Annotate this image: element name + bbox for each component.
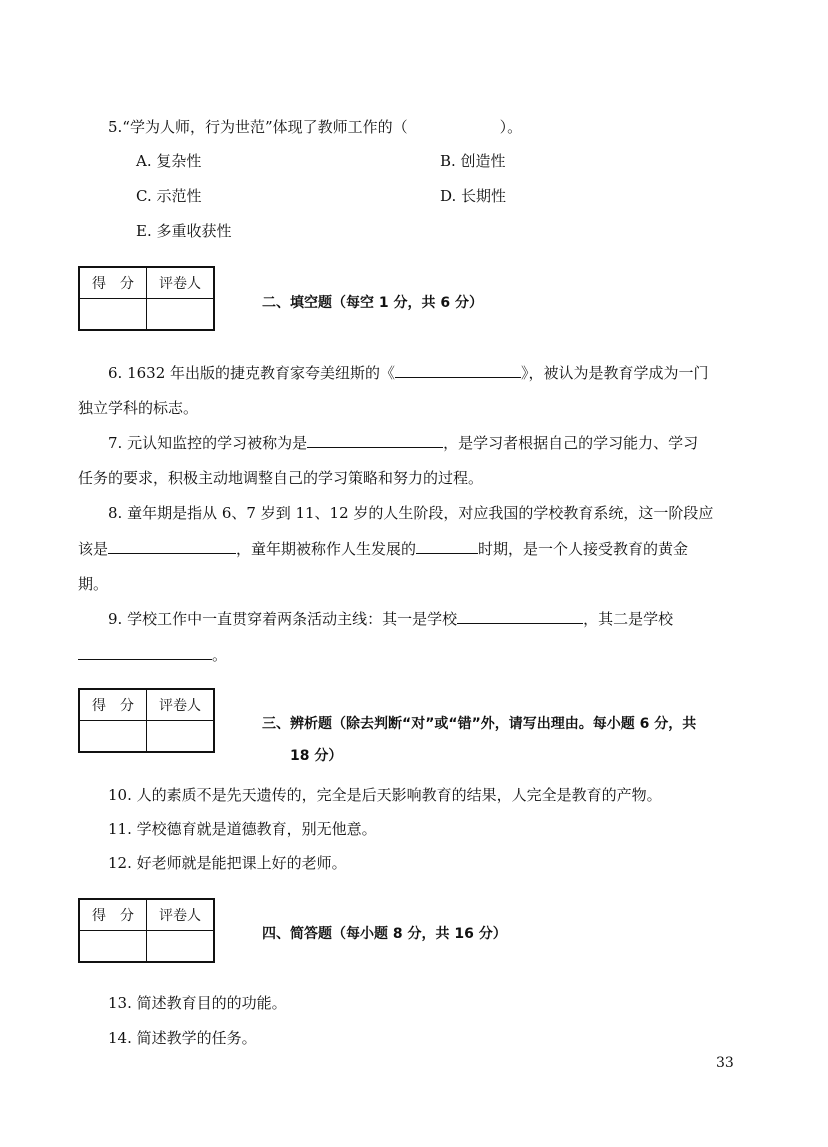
question-6-line-2: 独立学科的标志。 [78, 399, 199, 417]
question-7-text: 7. 元认知监控的学习被称为是 [108, 434, 308, 452]
question-12: 12. 好老师就是能把课上好的老师。 [108, 854, 347, 872]
question-9-line-2 [78, 644, 227, 665]
grader-cell [147, 931, 215, 963]
question-14: 14. 简述教学的任务。 [108, 1029, 257, 1047]
question-8: 8. 童年期是指从 6、7 岁到 11、12 岁的人生阶段，对应我国的学校教育系统，这一阶段应 [108, 504, 714, 522]
score-box [78, 688, 215, 753]
score-box [78, 266, 215, 331]
option-d: D. 长期性 [440, 187, 507, 205]
question-10: 10. 人的素质不是先天遗传的，完全是后天影响教育的结果，人完全是教育的产物。 [108, 786, 662, 804]
score-cell [79, 299, 147, 331]
grader-cell [147, 721, 215, 753]
question-6 [108, 362, 709, 383]
question-5 [108, 116, 522, 137]
question-9-text-cont: ，其二是学校 [583, 610, 674, 628]
section-four-title: 四、简答题（每小题 8 分，共 16 分） [262, 926, 507, 942]
grader-label: 评卷人 [147, 899, 215, 931]
grader-label: 评卷人 [147, 689, 215, 721]
question-6-text: 6. 1632 年出版的捷克教育家夸美纽斯的《 [108, 364, 396, 382]
blank-line [78, 645, 212, 660]
question-7-line-2: 任务的要求，积极主动地调整自己的学习策略和努力的过程。 [78, 469, 484, 487]
grader-cell [147, 299, 215, 331]
score-cell [79, 931, 147, 963]
blank-line [108, 539, 236, 554]
score-cell [79, 721, 147, 753]
question-13: 13. 简述教育目的的功能。 [108, 994, 287, 1012]
question-9-text: 9. 学校工作中一直贯穿着两条活动主线：其一是学校 [108, 610, 458, 628]
question-11: 11. 学校德育就是道德教育，别无他意。 [108, 820, 377, 838]
question-5-end: ）。 [499, 118, 523, 136]
score-label: 得 分 [79, 689, 147, 721]
score-label: 得 分 [79, 899, 147, 931]
question-9-end: 。 [212, 646, 228, 664]
question-8-line-2 [78, 538, 688, 559]
question-9 [108, 608, 673, 629]
option-a: A. 复杂性 [136, 152, 202, 170]
question-5-text: 5.“学为人师，行为世范”体现了教师工作的（ [108, 118, 408, 136]
option-b: B. 创造性 [440, 152, 506, 170]
option-e: E. 多重收获性 [136, 222, 232, 240]
question-8-text-end: 时期，是一个人接受教育的黄金 [478, 540, 689, 558]
question-8-text: 该是 [78, 540, 109, 558]
question-6-text-cont: 》，被认为是教育学成为一门 [521, 364, 709, 382]
blank-line [395, 363, 521, 378]
question-8-line-3: 期。 [78, 575, 109, 593]
blank-line [416, 539, 478, 554]
question-7 [108, 432, 698, 453]
blank-line [457, 609, 583, 624]
question-8-text-cont: ，童年期被称作人生发展的 [236, 540, 417, 558]
question-7-text-cont: ，是学习者根据自己的学习能力、学习 [443, 434, 699, 452]
section-two-title: 二、填空题（每空 1 分，共 6 分） [262, 295, 483, 311]
page-number: 33 [716, 1055, 734, 1071]
grader-label: 评卷人 [147, 267, 215, 299]
option-c: C. 示范性 [136, 187, 202, 205]
score-box [78, 898, 215, 963]
section-three-title-cont: 18 分） [290, 748, 343, 764]
section-three-title: 三、辨析题（除去判断“对”或“错”外，请写出理由。每小题 6 分，共 [262, 716, 697, 732]
blank-line [307, 433, 443, 448]
score-label: 得 分 [79, 267, 147, 299]
